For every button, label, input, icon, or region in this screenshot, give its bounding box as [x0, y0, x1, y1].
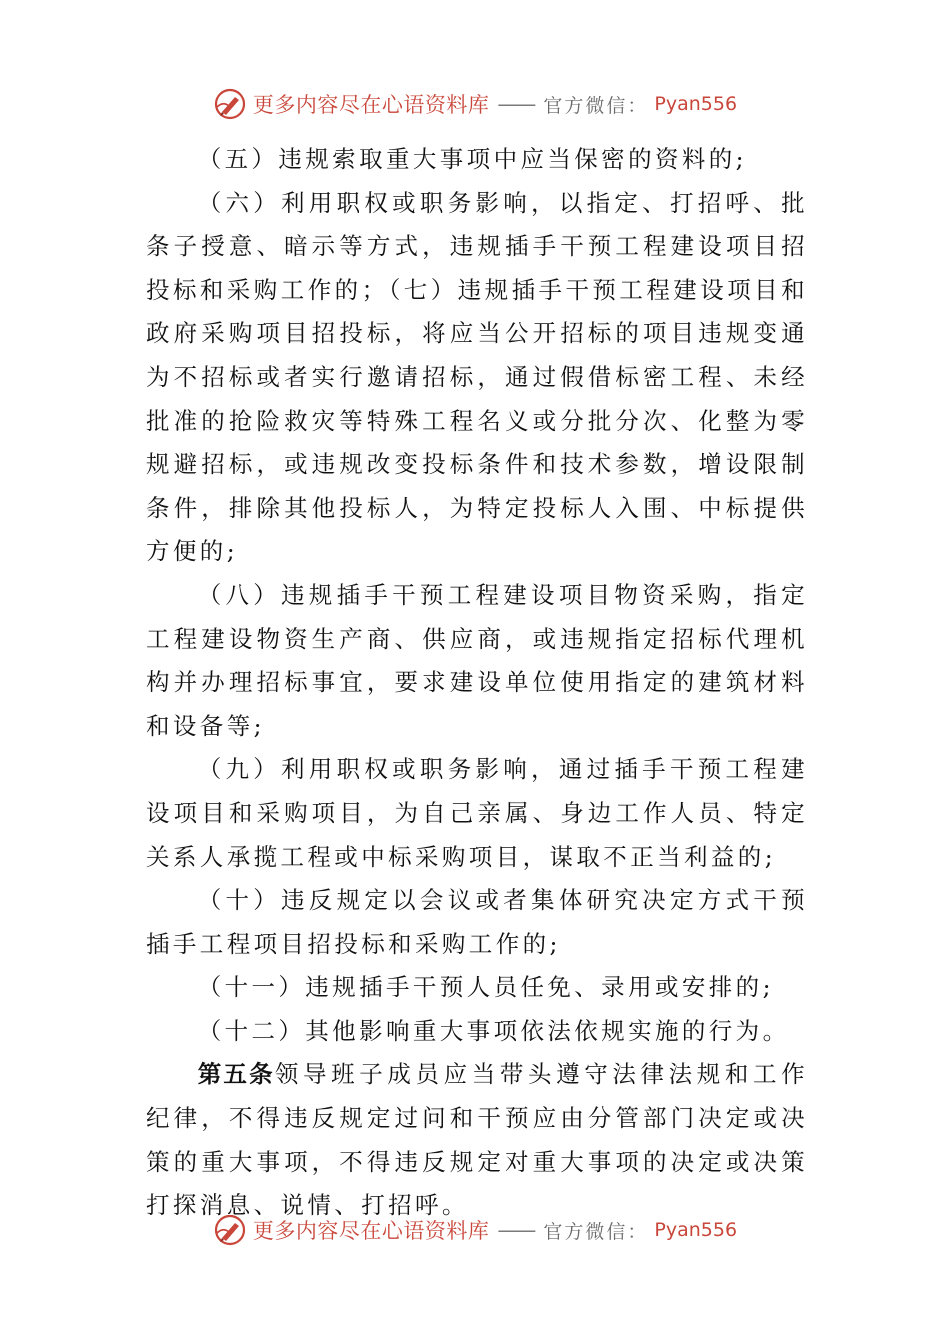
watermark-id: Pyan556 — [654, 93, 738, 115]
watermark-id: Pyan556 — [654, 1219, 738, 1241]
paragraph-item-11: （十一）违规插手干预人员任免、录用或安排的; — [197, 973, 774, 1002]
watermark-official: 官方微信： — [543, 1220, 649, 1243]
watermark-site: 更多内容尽在心语资料库 — [252, 1219, 490, 1243]
document-body — [146, 138, 808, 1228]
watermark-header — [0, 84, 950, 124]
article-5 — [146, 1053, 808, 1227]
paragraph-item-12: （十二）其他影响重大事项依法依规实施的行为。 — [197, 1016, 790, 1045]
article-5-number: 第五条 — [197, 1060, 275, 1089]
paragraph-item-6-7: （六）利用职权或职务影响，以指定、打招呼、批条子授意、暗示等方式，违规插手干预工程建设项目招投标和采购工作的；（七）违规插手干预工程建设项目和政府采购项目招投标，将应当公开招标的项目违规变通为不招标或者实行邀请招标，通过假借标密工程、未经批准的抢险救灾等特殊工程名义或分批分次、化整为零规避招标，或违规改变投标条件和技术参数，增设限制条件，排除其他投标人，为特定投标人入围、中标提供方便的; — [146, 188, 808, 566]
watermark-site: 更多内容尽在心语资料库 — [252, 93, 490, 117]
paragraph-item-10: （十）违反规定以会议或者集体研究决定方式干预插手工程项目招投标和采购工作的; — [146, 886, 808, 958]
paragraph-item-8: （八）违规插手干预工程建设项目物资采购，指定工程建设物资生产商、供应商，或违规指定招标代理机构并办理招标事宜，要求建设单位使用指定的建筑材料和设备等; — [146, 580, 808, 740]
watermark-dash: —— — [497, 1218, 534, 1242]
watermark-official: 官方微信： — [543, 94, 649, 117]
pen-logo-icon — [213, 87, 247, 121]
paragraph-item-5: （五）违规索取重大事项中应当保密的资料的; — [197, 145, 748, 173]
article-5-text: 领导班子成员应当带头遵守法律法规和工作纪律，不得违反规定过问和干预应由分管部门决定或决策的重大事项，不得违反规定对重大事项的决定或决策打探消息、说情、打招呼。 — [146, 1060, 808, 1220]
paragraph-item-9: （九）利用职权或职务影响，通过插手干预工程建设项目和采购项目，为自己亲属、身边工作人员、特定关系人承揽工程或中标采购项目，谋取不正当利益的; — [146, 755, 808, 871]
watermark-dash: —— — [497, 92, 534, 116]
pen-logo-icon — [213, 1213, 247, 1247]
watermark-footer — [0, 1210, 950, 1250]
